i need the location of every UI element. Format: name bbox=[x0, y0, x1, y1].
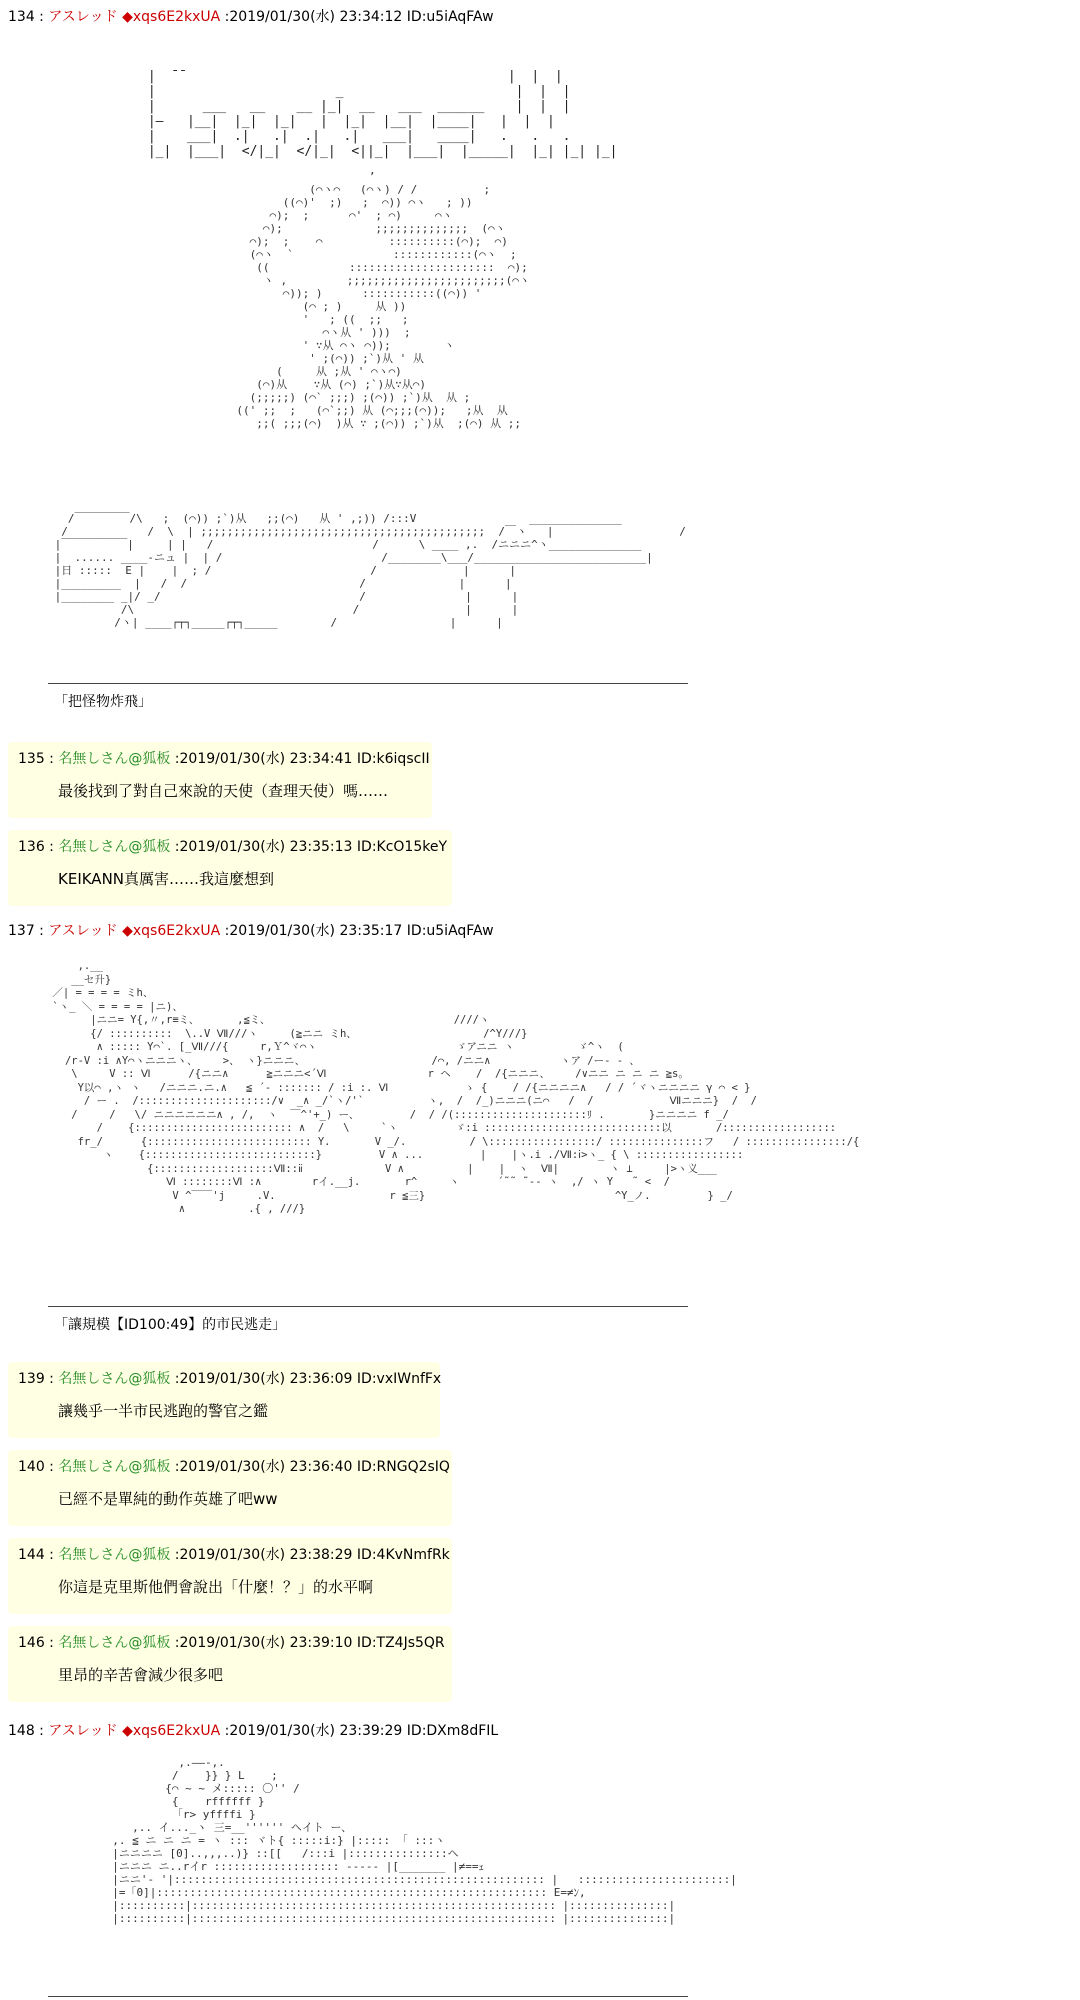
post-number: 136 : bbox=[18, 839, 54, 855]
post-meta: :2019/01/30(水) 23:38:29 ID:4KvNmfRk bbox=[174, 1547, 450, 1563]
poster-name[interactable]: アスレッド bbox=[48, 9, 118, 25]
post-header-134 bbox=[8, 8, 494, 26]
post-meta: :2019/01/30(水) 23:39:10 ID:TZ4Js5QR bbox=[174, 1635, 445, 1651]
reply-body: 讓幾乎一半市民逃跑的警官之鑑 bbox=[58, 1402, 269, 1420]
poster-trip: ◆xqs6E2kxUA bbox=[122, 923, 221, 939]
explosion-art: ’ (⌒ヽ⌒ (⌒ヽ) / / ; ((⌒)' ;) ; ⌒)) ⌒ヽ ; )) ⌒); ; ⌒' ; ⌒) ⌒ヽ ⌒); ;;;;;;;;;;;;;; (⌒ヽ ⌒); ; ⌒ ::::::::::(⌒); ⌒) (⌒ヽ ` ::::::::::::(⌒ヽ ; (( :::::::::::::::::::::: ⌒); ヽ , ;;;;;;;;;;;;;;;;;;;;;;;;(⌒ヽ ⌒)); ) :::::::::::((⌒)) ' (⌒ ; ) 从 )) ' ; (( ;; ; ⌒ヽ从 ' ))) ; ' ∵从 ⌒ヽ ⌒)); ヽ ' ;(⌒)) ;`)从 ' 从 ( 从 ;从 ' ⌒ヽ⌒) (⌒)从 ∵从 (⌒) ;`)从∵从⌒) (;;;;;) (⌒` ;;;) ;(⌒)) ;`)从 从 ; ((' ;; ; (⌒`;;) 从 (⌒;;;(⌒)); ;从 从 ;;( ;;;(⌒) )从 ∵ ;(⌒)) ;`)从 ;(⌒) 从 ;; bbox=[236, 170, 530, 430]
reply-139 bbox=[8, 1362, 440, 1438]
poster-name[interactable]: アスレッド bbox=[48, 1723, 118, 1739]
post-number: 148 : bbox=[8, 1723, 44, 1739]
reply-header bbox=[18, 1370, 441, 1388]
post-header-148 bbox=[8, 1722, 498, 1740]
buildings-art: /￣￣￣￣￣/\ ; (⌒)) ;`)从 ;;(⌒) 从 ' ,;)) /:::V ______________ / / \ | ;;;;;;;;;;;;;;;;;;;;;;;;;;;;;;;;;;;;;;;;;;; /￣ヽ | / |￣￣￣￣￣￣| | | / / \ ____ ,. /ニニニ^ヽ______________ | ...... ____‐ニュ | | / /________\___/__________________________| |日 ::::: E | | ; / / | | |_________ | / / / | | |________ _|/ _/ / | | /\ / | | /ヽ| ____┌┬┐_____┌┬┐_____ / | | bbox=[54, 512, 686, 629]
post-divider bbox=[48, 683, 688, 684]
poster-name[interactable]: 名無しさん@狐板 bbox=[58, 1459, 171, 1475]
post-number: 144 : bbox=[18, 1547, 54, 1563]
reply-body: 你這是克里斯他們會說出「什麼！？」的水平啊 bbox=[58, 1578, 374, 1596]
poster-trip: ◆xqs6E2kxUA bbox=[122, 9, 221, 25]
police-scene-art: ,.__ __セ升} ／| = = = = ミh、 `ヽ_ ＼ = = = = |ニ)、 |ニニ= Y{,〃,r≡ミ、 ,≦ミ、 ////ヽ {/ :::::::::: \..V Ⅶ///ヽ (≧ニニ ミh、 /^Y///} ∧ ::::: Y⌒`. [_Ⅶ///{ r,Ｙ^ヾ⌒ヽ ゞアニニ ヽ ゞ^ヽ ( /r-V :i ∧Y⌒ヽニニニヽ、 >、 ヽ}ニニニ、 /⌒, /ニニ∧ ヽア /ー‐ ‐ 、 \ V :: Ⅵ /{ニニ∧ ≧ニニニ<´Ⅵ r ヘ / /{ニニニ、 /∨ニニ ニ ニ ニ ≧s。 Y以⌒ ,ヽ ヽ /ニニニ.ニ.∧ ≦ ´‐ ::::::: / :i :. Ⅵ ゝ { / /{ニニニニ∧ / / ´ヾヽニニニニ γ ⌒ < } / ー . /:::::::::::::::::::::/∨ _∧ _/`ヽ/'` ヽ, / /_)ニニニ(ニ⌒ / / Ⅶニニニ} / / / / \/ ニニニニニニ∧ , /, ヽ ￣^'+_) ー、 / / /(:::::::::::::::::::::ﾘ . }ニニニニ f _/ / {::::::::::::::::::::::::: ∧ / \ `ヽ ゞ:i ::::::::::::::::::::::::::::以 /:::::::::::::::::: fr_/ {:::::::::::::::::::::::::: Y. V _/. / \:::::::::::::::::/ :::::::::::::::フ / ::::::::::::::::/{ ヽ {:::::::::::::::::::::::::::} V ∧ ... | |ヽ.i ./Ⅶ:ⅰ>ヽ_ { \ ::::::::::::::::: {:::::::::::::::::::Ⅶ::ⅱ V ∧ | | ヽ Ⅶ| ヽ ⊥ |>ヽ义___ Ⅵ ::::::::Ⅵ :∧ rイ.__j. r^ ヽ ´˜˜ ˜‐‐ ヽ ,/ ヽ Y ˜ < / V ^￣￣'j .V. r ≦三} ^Y_ノ. } _/ ∧ .{ , ///} bbox=[52, 960, 860, 1215]
reply-136 bbox=[8, 830, 452, 906]
sfx-title-art: | ̄ ̄ | | | | _ | | | | ___ __ __ |_| __ ___ ______ | | | |— |__| |_| |_| | |_| |__| |____| | | | | ___| .| .| .| .| ___| ____| . . . |_| |___| </|_| </|_| <||_| |___| |_____| |_| |_| |_| bbox=[147, 69, 618, 159]
post-number: 137 : bbox=[8, 923, 44, 939]
reply-header bbox=[18, 750, 430, 768]
post-number: 134 : bbox=[8, 9, 44, 25]
poster-name[interactable]: 名無しさん@狐板 bbox=[58, 1635, 171, 1651]
post-divider bbox=[48, 1996, 688, 1997]
post-number: 139 : bbox=[18, 1371, 54, 1387]
reply-144 bbox=[8, 1538, 452, 1614]
reply-body: 最後找到了對自己來說的天使（查理天使）嗎…… bbox=[58, 782, 389, 800]
reply-body: KEIKANN真厲害……我這麼想到 bbox=[58, 870, 275, 888]
post-number: 140 : bbox=[18, 1459, 54, 1475]
reply-header bbox=[18, 838, 447, 856]
poster-name[interactable]: 名無しさん@狐板 bbox=[58, 839, 171, 855]
post-caption: 「讓規模【ID100:49】的市民逃走」 bbox=[54, 1317, 287, 1333]
poster-name[interactable]: 名無しさん@狐板 bbox=[58, 1547, 171, 1563]
reply-header bbox=[18, 1546, 450, 1564]
post-caption: 「把怪物炸飛」 bbox=[54, 694, 152, 710]
poster-trip: ◆xqs6E2kxUA bbox=[122, 1723, 221, 1739]
reply-header bbox=[18, 1634, 445, 1652]
post-header-137 bbox=[8, 922, 494, 940]
reply-146 bbox=[8, 1626, 452, 1702]
character-art: ,.――‐,. / }} } L ; {⌒ ~ ~ メ::::: 〇'' / { rffffff } 「r> yffffi } ,.. イ..._ヽ 三=__'''''' ヘイト ー、 ,. ≦ ニ ニ ニ = ヽ ::: ヾト{ :::::i:} |::::: 「 :::ヽ |ニニニニ [0]..,,,..)} ::[[ /:::i |:::::::::::::::ヘ |ニニニ ニ..rイr ::::::::::::::::::: --‐‐‐ |[_______ |≠==ｪ |ニニ'‐ '|:::::::::::::::::::::::::::::::::::::::::::::::::::::::: | :::::::::::::::::::::::| |=「0]|::::::::::::::::::::::::::::::::::::::::::::::::::::::::::: E=≠ﾝ, |::::::::::|::::::::::::::::::::::::::::::::::::::::::::::::::::::: |:::::::::::::::| |::::::::::|::::::::::::::::::::::::::::::::::::::::::::::::::::::: |:::::::::::::::| bbox=[112, 1756, 737, 1925]
post-meta: :2019/01/30(水) 23:35:13 ID:KcO15keY bbox=[174, 839, 448, 855]
post-meta: :2019/01/30(水) 23:34:12 ID:u5iAqFAw bbox=[224, 9, 494, 25]
post-meta: :2019/01/30(水) 23:35:17 ID:u5iAqFAw bbox=[224, 923, 494, 939]
post-divider bbox=[48, 1306, 688, 1307]
poster-name[interactable]: アスレッド bbox=[48, 923, 118, 939]
poster-name[interactable]: 名無しさん@狐板 bbox=[58, 1371, 171, 1387]
post-meta: :2019/01/30(水) 23:34:41 ID:k6iqscII bbox=[174, 751, 430, 767]
post-meta: :2019/01/30(水) 23:36:09 ID:vxIWnfFx bbox=[174, 1371, 442, 1387]
reply-body: 里昂的辛苦會減少很多吧 bbox=[58, 1666, 224, 1684]
reply-header bbox=[18, 1458, 450, 1476]
reply-135 bbox=[8, 742, 432, 818]
post-number: 135 : bbox=[18, 751, 54, 767]
post-meta: :2019/01/30(水) 23:36:40 ID:RNGQ2sIQ bbox=[174, 1459, 450, 1475]
poster-name[interactable]: 名無しさん@狐板 bbox=[58, 751, 171, 767]
post-meta: :2019/01/30(水) 23:39:29 ID:DXm8dFIL bbox=[224, 1723, 499, 1739]
reply-140 bbox=[8, 1450, 452, 1526]
reply-body: 已經不是單純的動作英雄了吧ww bbox=[58, 1490, 278, 1508]
post-number: 146 : bbox=[18, 1635, 54, 1651]
